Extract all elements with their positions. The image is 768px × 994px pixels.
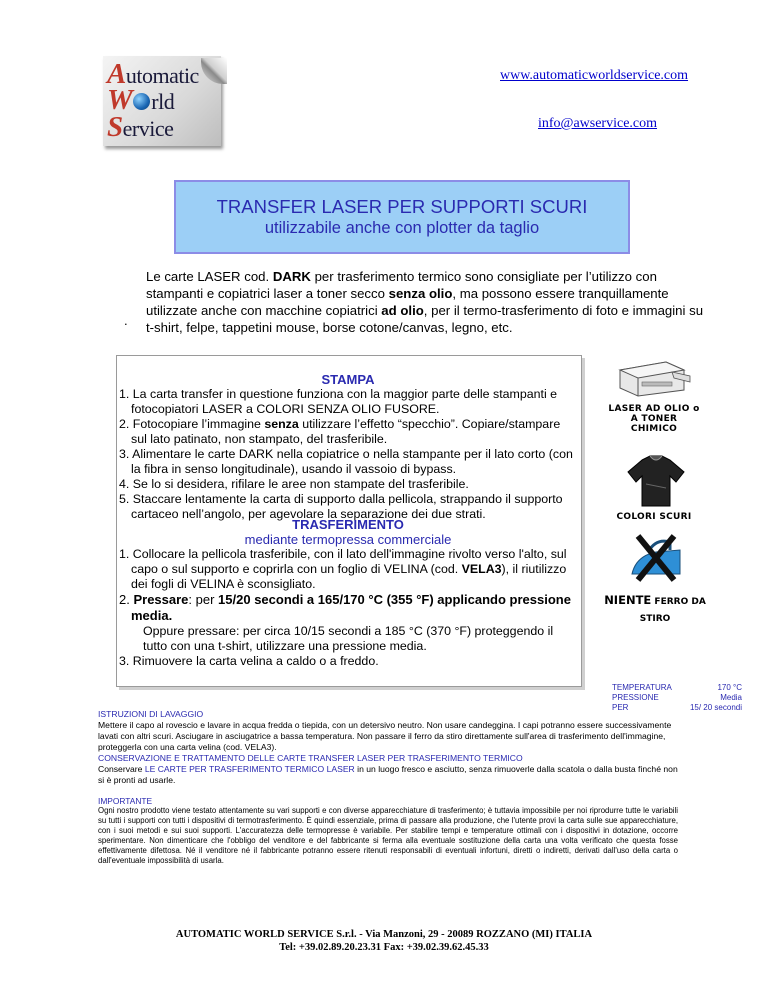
- logo-line-1: Automatic: [107, 58, 199, 90]
- stampa-step-1: 1. La carta transfer in questione funziona con la maggior parte delle stampanti e fotocopiatori LASER a COLORI SENZA OLIO FUSORE.: [119, 387, 558, 416]
- settings-row-temperatura: [612, 683, 742, 693]
- page-title: TRANSFER LASER PER SUPPORTI SCURI: [216, 196, 588, 217]
- importante-text: Ogni nostro prodotto viene testato attentamente su vari supporti e con diverse apparecchiature di trasferimento; è tuttavia impossibile per noi riprodurre tutte le variabili su tutti i supporti con tutti i dispositivi di termotrasferimento. È quindi essenziale, prima di passare alla produzione, che l'utente provi la carta sulle sue apparecchiature, con i suoi metodi e sui suoi supporti. L'accuratezza delle termopresse è variabile. Per stabilire tempi e temperature ottimali con i dispositivi in dotazione, occorre sperimentare. Non dimenticare che l'obbligo del venditore e del fabbricante si ferma alla eventuale sostituzione della carta una volta verificato che questa fosse effettivamente difettosa. Né il venditore né il fabbricante potranno essere ritenuti responsabili di eventuali infortuni, diretti o indiretti, derivati dall'uso della carta o dall'eventuale impossibilità di usarla.: [98, 806, 678, 865]
- logo-line-2: W rld: [107, 84, 175, 116]
- conservazione-text-3: in un luogo fresco e asciutto, senza rimuoverle dalla scatola o dalla busta finché non si è pronti ad usarle.: [98, 764, 678, 785]
- trasferimento-subtitle: mediante termopressa commerciale: [244, 532, 452, 547]
- trasferimento-steps: [119, 547, 577, 669]
- page-subtitle: utilizzabile anche con plotter da taglio: [264, 219, 540, 237]
- settings-label: PRESSIONE: [612, 693, 659, 702]
- conservazione-text-2: LE CARTE PER TRASFERIMENTO TERMICO LASER: [144, 764, 355, 774]
- iron-caption: [600, 592, 710, 626]
- importante-title: IMPORTANTE: [98, 796, 153, 806]
- shirt-caption: COLORI SCURI: [616, 512, 692, 522]
- trasferimento-step-2: [119, 592, 577, 624]
- stampa-step-2-text-a: 2. Fotocopiare l’immagine: [119, 417, 265, 431]
- trasferimento-step-2-num: 2.: [119, 592, 134, 607]
- settings-label: TEMPERATURA: [612, 683, 672, 692]
- iron-caption-rest: FERRO DA STIRO: [639, 597, 706, 624]
- website-link[interactable]: www.automaticworldservice.com: [500, 68, 689, 83]
- stampa-step-5: 5. Staccare lentamente la carta di supporto dalla pellicola, strappando il supporto cartaceo nell’angolo, per agevolare la separazione dei due strati.: [119, 492, 563, 521]
- trasferimento-title: TRASFERIMENTO: [292, 517, 404, 532]
- stampa-step-2-bold: senza: [264, 417, 299, 431]
- stampa-steps: [119, 387, 577, 522]
- intro-text-1: Le carte LASER cod.: [146, 269, 273, 284]
- instructions-box: [116, 355, 582, 687]
- stampa-step-2-text-c: utilizzare l’effetto “specchio”. Copiare/stampare sul lato patinato, non stampato, del trasferibile.: [131, 417, 561, 446]
- conservazione-text: [98, 764, 678, 786]
- footer: [0, 928, 768, 954]
- crossed-iron-icon: [626, 530, 686, 586]
- stampa-title: STAMPA: [321, 372, 375, 387]
- settings-label: PER: [612, 703, 629, 712]
- email-link[interactable]: info@awservice.com: [538, 116, 658, 131]
- shirt-icon: [626, 454, 686, 508]
- lavaggio-text: Mettere il capo al rovescio e lavare in acqua fredda o tiepida, con un detersivo neutro. Non usare candeggina. I capi potranno essere successivamente lavati con altri scuri. Asciugare in asciugatrice a bassa temperatura. Non passare il ferro da stiro direttamente sull'area di trasferimento dell'immagine, proteggerla con una carta velina (cod. VELA3).: [98, 720, 672, 752]
- globe-icon: [133, 93, 150, 110]
- trasferimento-step-2-text: : per: [188, 592, 219, 607]
- conservazione-title: CONSERVAZIONE E TRATTAMENTO DELLE CARTE TRANSFER LASER PER TRASFERIMENTO TERMICO: [98, 753, 523, 763]
- trasferimento-step-2-alt: Oppure pressare: per circa 10/15 secondi a 185 °C (370 °F) proteggendo il tutto con una t-shirt, utilizzare una pressione media.: [143, 624, 554, 653]
- settings-value: Media: [720, 693, 742, 702]
- logo-word-2: rld: [151, 89, 175, 114]
- footer-address: AUTOMATIC WORLD SERVICE S.r.l. - Via Manzoni, 29 - 20089 ROZZANO (MI) ITALIA: [175, 929, 593, 940]
- settings-value: 15/ 20 secondi: [689, 703, 742, 712]
- intro-text-3: , ma possono essere tranquillamente utilizzate anche con macchine copiatrici: [146, 286, 669, 318]
- lavaggio-title: ISTRUZIONI DI LAVAGGIO: [98, 709, 204, 719]
- stampa-step-4: 4. Se lo si desidera, rifilare le aree non stampate del trasferibile.: [119, 477, 469, 491]
- logo-word-3: ervice: [122, 116, 174, 141]
- settings-row-pressione: [612, 693, 742, 703]
- settings-value: 170 °C: [717, 683, 742, 692]
- intro-bold-senza-olio: senza olio: [388, 286, 453, 301]
- stampa-step-2: [119, 417, 577, 447]
- trasferimento-step-1-text-a: 1. Collocare la pellicola trasferibile, con il lato dell'immagine rivolto verso l'alto, sul capo o sul supporto e coprirla con un foglio di VELINA (cod.: [119, 547, 567, 576]
- printer-icon: [614, 356, 692, 400]
- stray-dot: .: [124, 313, 128, 328]
- trasferimento-step-1: [119, 547, 577, 592]
- trasferimento-step-2-bold-b: 15/20 secondi a 165/170 °C (355 °F) applicando pressione media.: [131, 592, 571, 623]
- intro-bold-ad-olio: ad olio: [381, 303, 424, 318]
- logo-line-3: Service: [107, 111, 174, 143]
- printer-caption: LASER AD OLIO o A TONER CHIMICO: [608, 404, 700, 434]
- stampa-step-3: 3. Alimentare le carte DARK nella copiatrice o nella stampante per il lato corto (con la fibra in senso longitudinale), usando il vassoio di bypass.: [119, 447, 573, 476]
- company-logo: [97, 56, 237, 152]
- trasferimento-step-2-bold-a: Pressare: [133, 592, 189, 607]
- intro-paragraph: [146, 268, 712, 336]
- footer-phone: Tel: +39.02.89.20.23.31 Fax: +39.02.39.62.45.33: [279, 942, 489, 953]
- logo-word-1: utomatic: [125, 63, 199, 88]
- trasferimento-step-3: 3. Rimuovere la carta velina a caldo o a freddo.: [119, 654, 379, 668]
- conservazione-text-1: Conservare: [98, 764, 145, 774]
- trasferimento-step-1-text-c: ), il riutilizzo dei fogli di VELINA è sconsigliato.: [131, 562, 567, 591]
- intro-bold-dark: DARK: [272, 269, 311, 284]
- iron-caption-bold: NIENTE: [604, 593, 652, 607]
- intro-text-4: , per il termo-trasferimento di foto e immagini su t-shirt, felpe, tappetini mouse, borse cotone/canvas, legno, etc.: [146, 303, 704, 335]
- title-box: [174, 180, 630, 254]
- disclaimer-section: [98, 796, 678, 866]
- care-section: [98, 709, 678, 786]
- trasferimento-step-1-bold: VELA3: [461, 562, 502, 576]
- intro-text-2: per trasferimento termico sono consigliate per l’utilizzo con stampanti e copiatrici laser a toner secco: [146, 269, 657, 301]
